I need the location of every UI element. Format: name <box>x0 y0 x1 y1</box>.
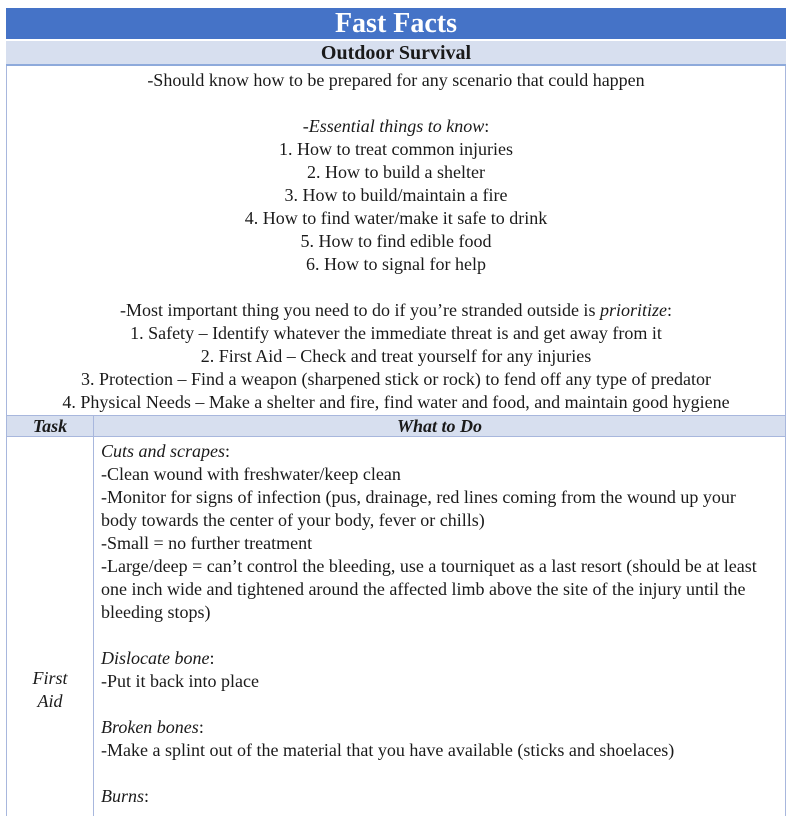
priority-item-1 <box>7 322 785 345</box>
text: 6. How to signal for help <box>306 254 486 274</box>
text: 3. Protection – Find a weapon (sharpened stick or rock) to fend off any type of predator <box>81 369 711 389</box>
text: 3. How to build/maintain a fire <box>284 185 508 205</box>
section-item: -Put it back into place <box>101 671 259 691</box>
priority-item-3 <box>7 368 785 391</box>
text: 1. Safety – Identify whatever the immediate threat is and get away from it <box>130 323 662 343</box>
document-title: Fast Facts <box>334 8 458 39</box>
text: 4. How to find water/make it safe to drink <box>244 208 548 228</box>
essential-heading <box>7 115 785 138</box>
priority-item-2 <box>7 345 785 368</box>
text: : <box>144 786 150 806</box>
intro-opening-line <box>7 69 785 92</box>
text: 5. How to find edible food <box>300 231 492 251</box>
text: 1. How to treat common injuries <box>279 139 513 159</box>
text: 2. How to build a shelter <box>307 162 485 182</box>
document-subtitle-banner <box>6 41 786 66</box>
task-label-line2: Aid <box>37 691 63 711</box>
document-subtitle: Outdoor Survival <box>320 42 472 64</box>
essential-item-4 <box>7 207 785 230</box>
intro-section <box>6 66 786 415</box>
section-item: -Make a splint out of the material that you have available (sticks and shoelaces) <box>101 740 675 760</box>
section-item: -Clean wound with freshwater/keep clean <box>101 464 401 484</box>
text: -Most important thing you need to do if you’re stranded outside is <box>120 300 600 320</box>
task-label <box>7 437 93 713</box>
section-label <box>101 440 775 463</box>
italic-text: -Essential things to know <box>302 116 485 136</box>
section-item: -Small = no further treatment <box>101 533 313 553</box>
text: : <box>209 648 215 668</box>
italic-text: Broken bones <box>101 717 199 737</box>
section-item: -Monitor for signs of infection (pus, drainage, red lines coming from the wound up your body towards the center of your body, fever or chills) <box>101 487 736 530</box>
table-header-what-to-do <box>93 415 786 437</box>
text: 4. Physical Needs – Make a shelter and fire, find water and food, and maintain good hygiene <box>62 392 730 412</box>
text: : <box>198 717 204 737</box>
text: -Should know how to be prepared for any scenario that could happen <box>147 70 645 90</box>
essential-item-1 <box>7 138 785 161</box>
text: : <box>484 116 490 136</box>
essential-item-6 <box>7 253 785 276</box>
text: : <box>225 441 231 461</box>
section-item: -Large/deep = can’t control the bleeding, use a tourniquet as a last resort (should be at least one inch wide and tightened around the affected limb above the site of the injury until the bleeding stops) <box>101 556 757 622</box>
table-header-task-label: Task <box>32 416 68 436</box>
essential-item-2 <box>7 161 785 184</box>
what-to-do-content <box>101 440 775 808</box>
italic-text: Cuts and scrapes <box>101 441 226 461</box>
document-title-banner <box>6 8 786 39</box>
intro-content <box>7 69 785 414</box>
table-header-what-label: What to Do <box>396 416 483 436</box>
section-label <box>101 785 775 808</box>
essential-item-3 <box>7 184 785 207</box>
blank-line <box>7 276 785 299</box>
section-burns <box>101 785 775 808</box>
italic-text: Dislocate bone <box>101 648 210 668</box>
italic-text: prioritize <box>599 300 667 320</box>
text: 2. First Aid – Check and treat yourself for any injuries <box>200 346 592 366</box>
section-label <box>101 647 775 670</box>
section-dislocate-bone <box>101 647 775 693</box>
table-header-task <box>6 415 94 437</box>
priorities-heading <box>7 299 785 322</box>
section-cuts-and-scrapes <box>101 440 775 624</box>
section-label <box>101 716 775 739</box>
task-label-line1: First <box>32 668 68 688</box>
blank-line <box>7 92 785 115</box>
section-broken-bones <box>101 716 775 762</box>
italic-text: Burns <box>101 786 145 806</box>
essential-item-5 <box>7 230 785 253</box>
text: : <box>666 300 672 320</box>
priority-item-4 <box>7 391 785 414</box>
task-cell-first-aid <box>6 436 94 816</box>
what-to-do-cell-first-aid <box>93 436 786 816</box>
